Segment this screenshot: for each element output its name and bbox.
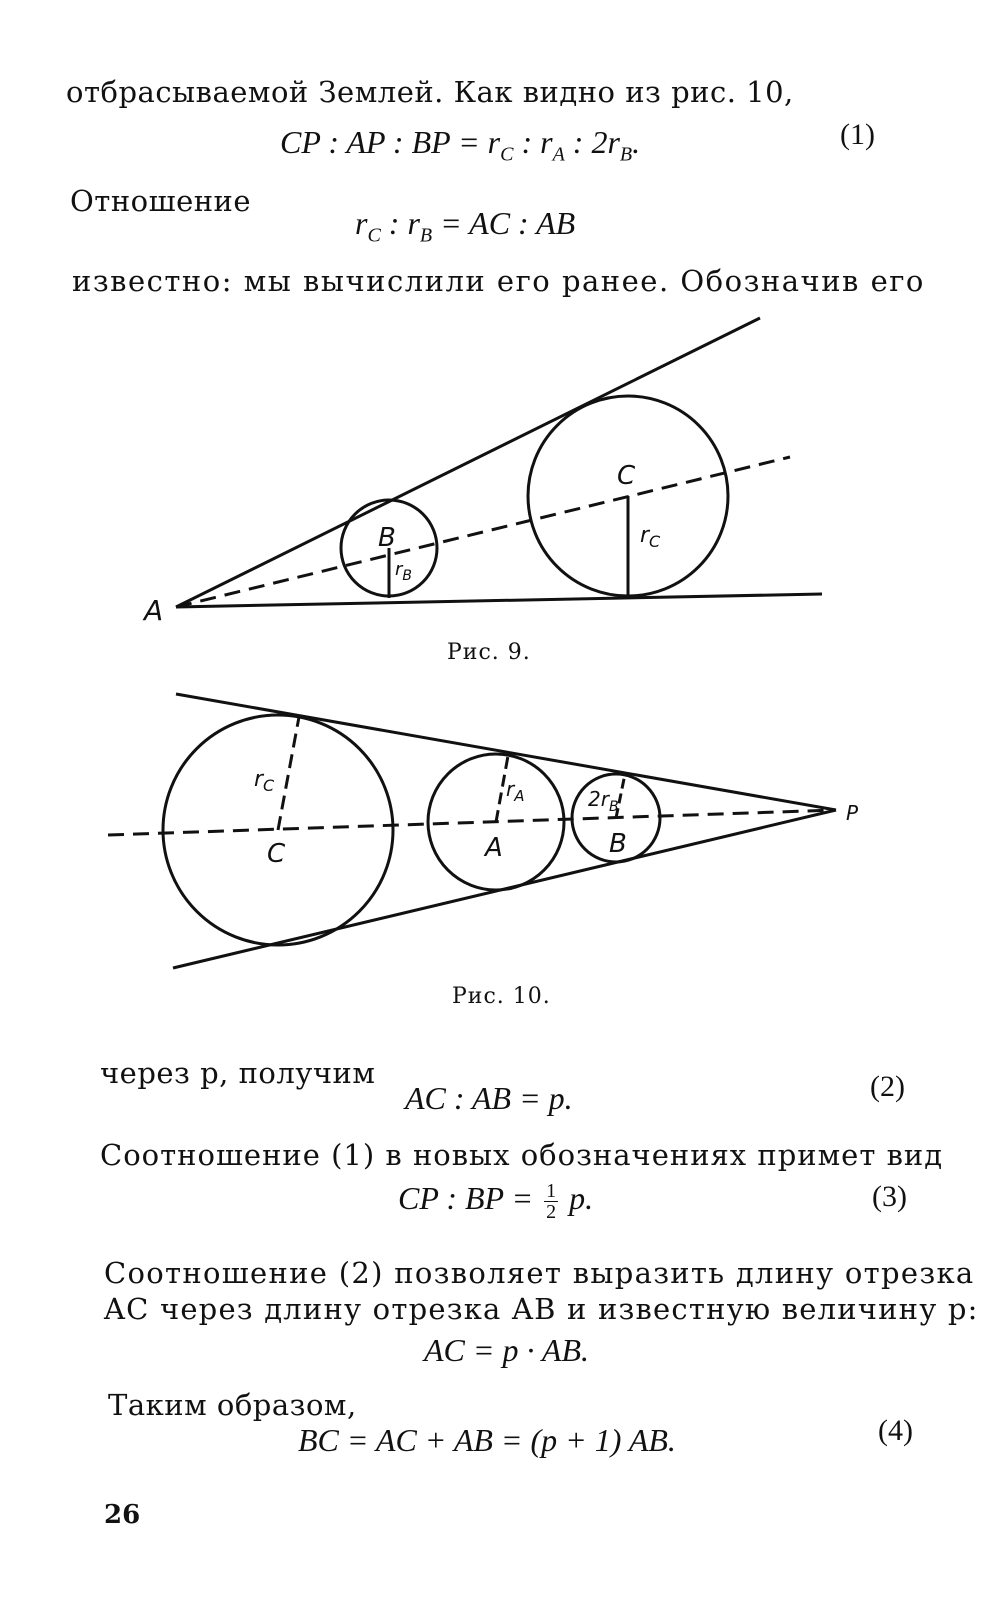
fig9-label-c: C	[617, 461, 636, 491]
ratio-part: = AC : AB	[432, 205, 576, 241]
ratio-sub-b: B	[419, 224, 433, 247]
fig10-radius-c	[278, 717, 299, 830]
ratio-part: r	[355, 205, 368, 241]
figure-9	[0, 300, 983, 640]
fig10-label-a: A	[485, 833, 503, 863]
fig9-label-a: A	[144, 594, 164, 627]
equation-1-part: : 2r	[564, 124, 620, 160]
text-line-5: Соотношение (2) позволяет выразить длину отрезка	[104, 1256, 975, 1290]
figure-10	[0, 680, 983, 990]
text-ratio-label: Отношение	[70, 184, 252, 218]
equation-3-left: CP : BP =	[398, 1180, 542, 1216]
figure-10-caption: Рис. 10.	[452, 984, 551, 1009]
fig10-label-p: P	[846, 801, 859, 825]
fig9-rb-r: r	[395, 559, 403, 580]
fig10-dashed-axis	[108, 810, 836, 835]
equation-1-part: .	[632, 124, 641, 160]
fig9-rc-sub: C	[649, 532, 661, 551]
equation-3-fraction	[544, 1181, 558, 1222]
text-line-3: через p, получим	[100, 1056, 376, 1090]
ratio-part: : r	[380, 205, 420, 241]
fig9-label-rb	[395, 559, 412, 584]
fig10-rc-r: r	[254, 767, 264, 792]
equation-1-sub-c: C	[500, 143, 514, 166]
text-line-1: отбрасываемой Землей. Как видно из рис. 10,	[66, 75, 794, 109]
fig10-label-rc	[254, 767, 275, 795]
equation-1-number: (1)	[840, 118, 875, 151]
text-line-2: известно: мы вычислили его ранее. Обозначив его	[72, 264, 925, 298]
figure-9-caption: Рис. 9.	[447, 640, 531, 665]
equation-1-part: : r	[513, 124, 553, 160]
fig9-rc-r: r	[640, 523, 650, 548]
equation-2-number: (2)	[870, 1070, 905, 1103]
fig10-ra-r: r	[506, 777, 515, 801]
equation-4: BC = AC + AB = (p + 1) AB.	[298, 1422, 676, 1458]
fig10-label-c: C	[267, 839, 286, 869]
text-line-7: Таким образом,	[108, 1388, 357, 1422]
ratio-sub-c: C	[367, 224, 381, 247]
fig10-ra-sub: A	[514, 787, 525, 805]
fig9-label-rc	[640, 523, 661, 551]
text-line-6: AC через длину отрезка AB и известную величину p:	[104, 1292, 979, 1326]
equation-ratio	[355, 205, 575, 247]
equation-1-sub-b: B	[619, 143, 633, 166]
fig9-lower-tangent	[176, 594, 822, 607]
fig9-upper-tangent	[176, 318, 760, 607]
fig10-rc-sub: C	[263, 776, 275, 795]
fig10-label-2rb	[588, 787, 619, 815]
equation-1-sub-a: A	[552, 143, 565, 166]
fig10-2rb-r: 2r	[588, 787, 609, 811]
fig9-dashed-axis	[176, 457, 790, 607]
fraction-denominator: 2	[546, 1201, 557, 1224]
equation-3-right: p.	[561, 1180, 594, 1216]
text-line-4: Соотношение (1) в новых обозначениях примет вид	[100, 1138, 944, 1172]
fraction-numerator: 1	[546, 1180, 557, 1203]
equation-2: AC : AB = p.	[405, 1080, 573, 1116]
equation-1	[280, 124, 640, 166]
fig10-label-ra	[506, 777, 525, 805]
equation-1-part: CP : AP : BP = r	[280, 124, 501, 160]
equation-3	[398, 1180, 593, 1222]
fig10-2rb-sub: B	[608, 799, 619, 815]
equation-ac: AC = p · AB.	[424, 1332, 589, 1368]
fig10-label-b: B	[609, 829, 627, 859]
fig9-label-b: B	[378, 523, 396, 553]
equation-3-number: (3)	[872, 1180, 907, 1213]
fig9-rb-sub: B	[402, 568, 413, 584]
page-number: 26	[104, 1500, 141, 1530]
equation-4-number: (4)	[878, 1414, 913, 1447]
